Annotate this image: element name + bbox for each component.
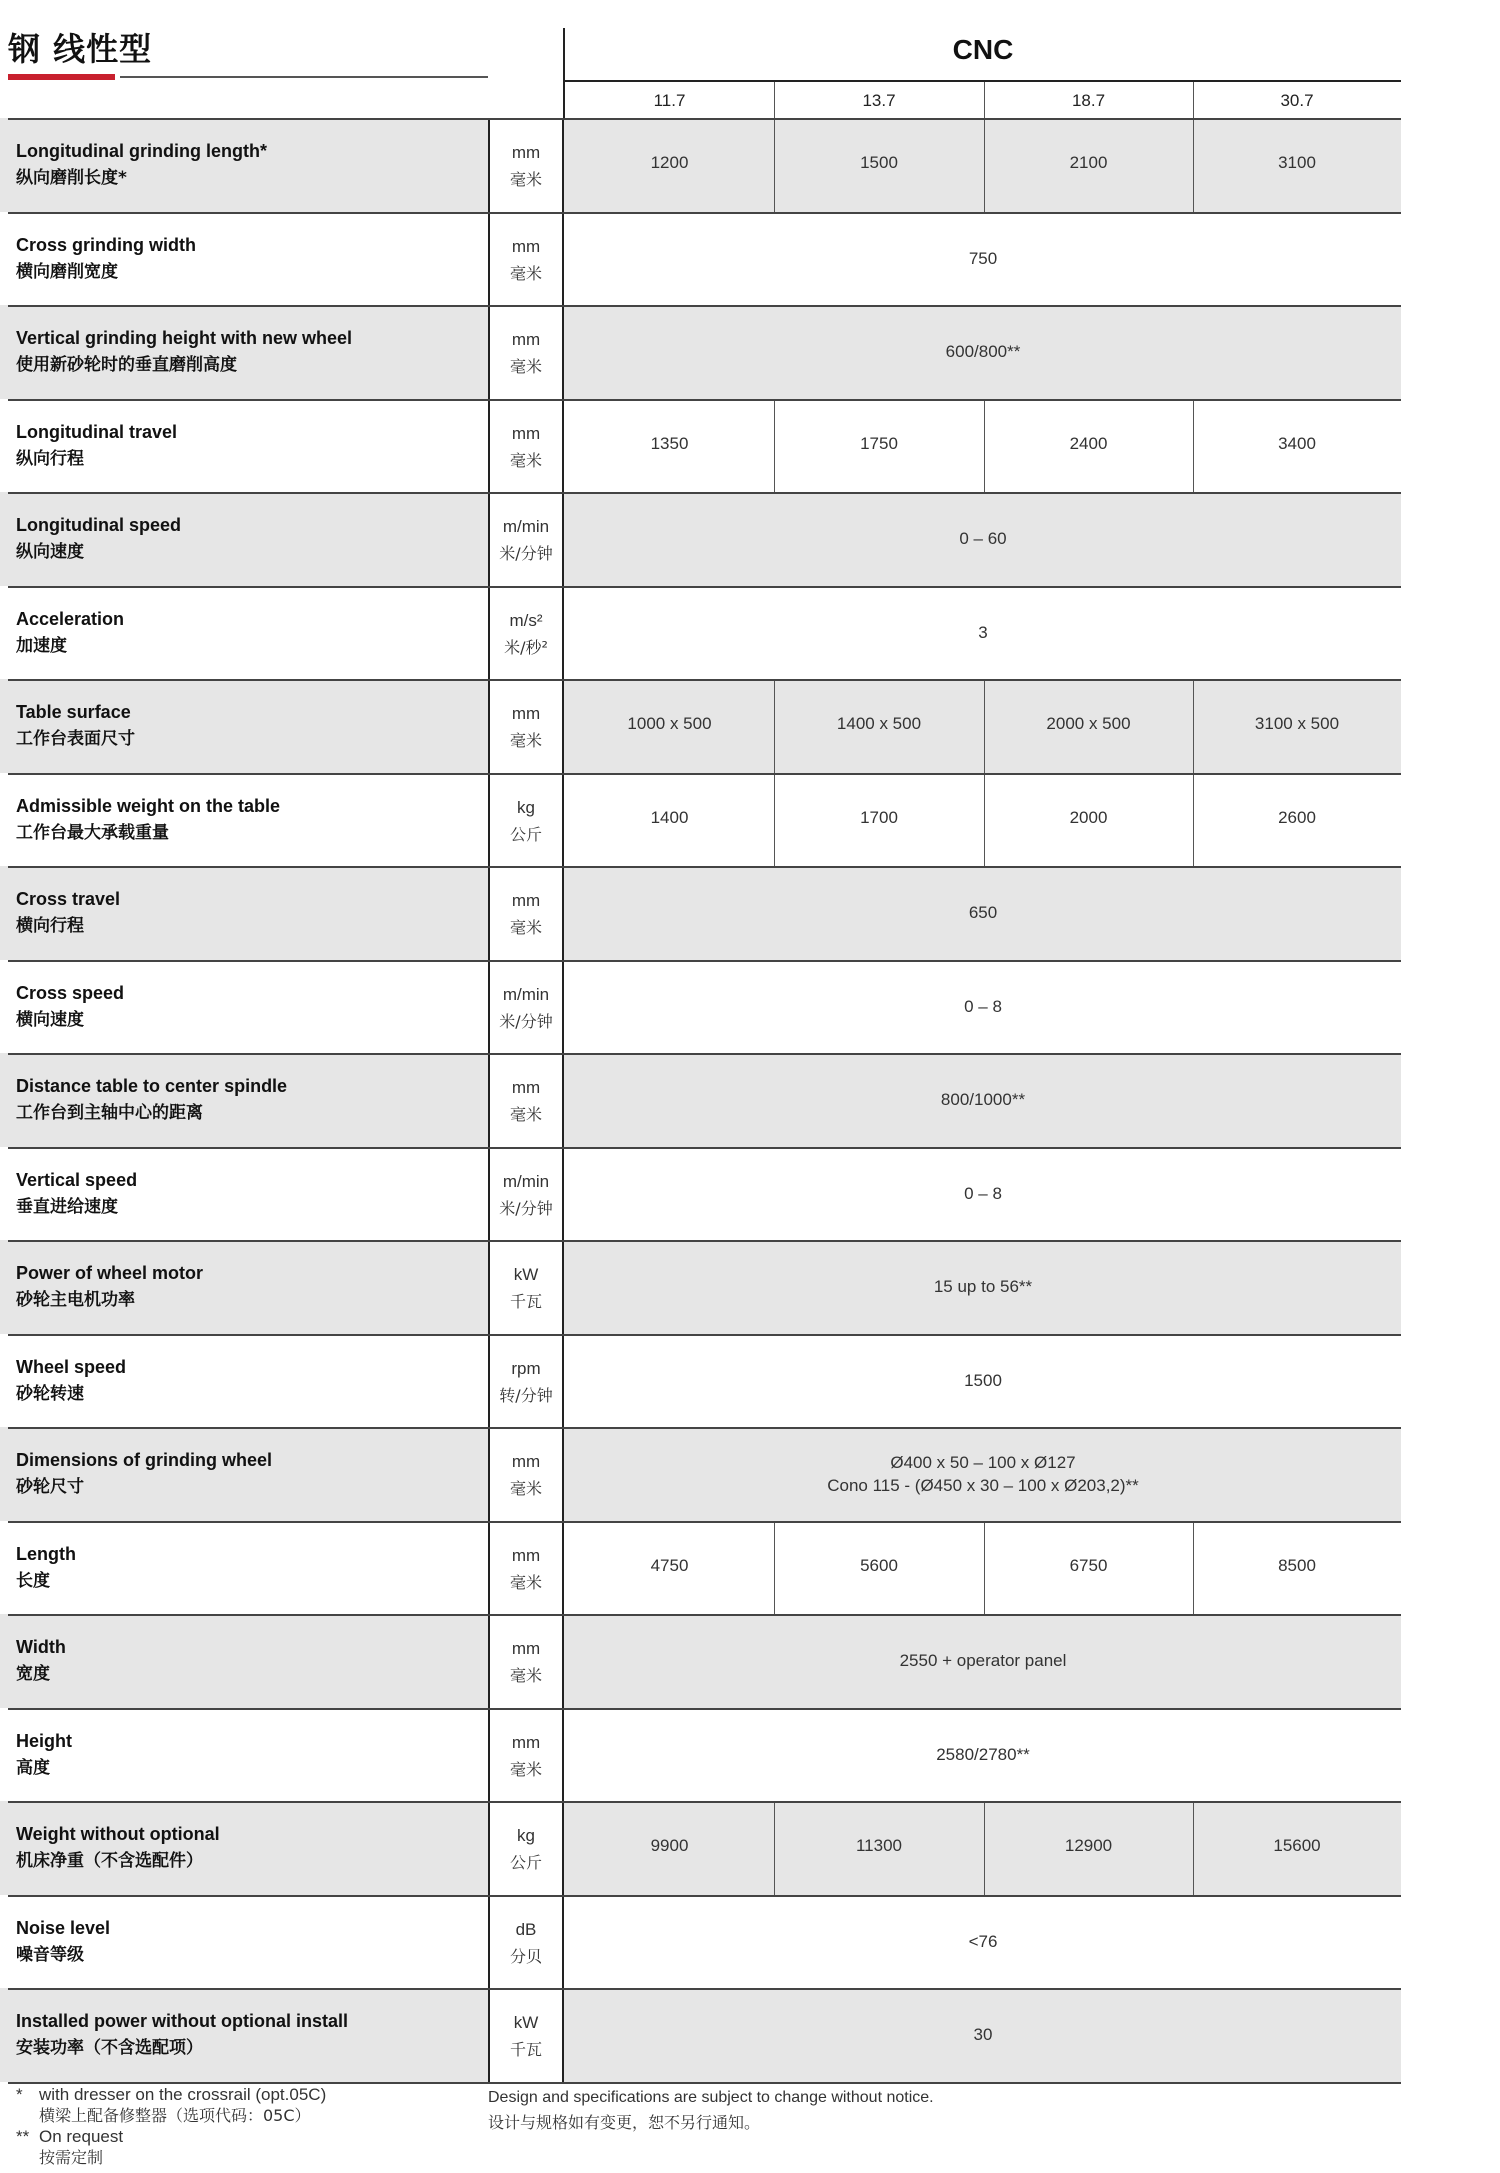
- unit-en: mm: [511, 237, 541, 256]
- table-row: [0, 118, 1401, 212]
- unit-en: dB: [515, 1920, 537, 1939]
- unit-en: mm: [511, 330, 541, 349]
- unit-cell: [488, 775, 564, 866]
- value-text-secondary: Cono 115 - (Ø450 x 30 – 100 x Ø203,2)**: [827, 1476, 1139, 1495]
- value-cell: 8500: [1278, 1556, 1316, 1575]
- value-column-divider: [1193, 775, 1194, 866]
- unit-en: mm: [511, 424, 541, 443]
- disclaimer-cn: 设计与规格如有变更，恕不另行通知。: [488, 2113, 761, 2132]
- unit-cn: 分贝: [509, 1947, 542, 1966]
- value-column-divider: [984, 775, 985, 866]
- value-span: [565, 901, 1401, 924]
- value-cell: 12900: [1064, 1836, 1113, 1855]
- value-column-divider: [774, 1523, 775, 1614]
- row-divider: [8, 492, 1401, 494]
- spec-label: [16, 1260, 203, 1314]
- table-row: [0, 1895, 1401, 1988]
- value-cell: 2100: [1069, 153, 1108, 172]
- spec-label-cn: 噪音等级: [16, 1945, 84, 1965]
- unit-cell: [488, 681, 564, 773]
- table-row: [0, 212, 1401, 305]
- value-column-divider: [984, 401, 985, 492]
- title-block: [8, 18, 488, 88]
- table-row: [0, 1708, 1401, 1801]
- spec-label-cn: 工作台最大承载重量: [16, 823, 169, 843]
- spec-label-en: Cross grinding width: [16, 235, 196, 255]
- footnote-mark: *: [16, 2085, 23, 2104]
- spec-label-cn: 砂轮主电机功率: [16, 1290, 135, 1310]
- model-column-divider: [1193, 82, 1194, 120]
- row-divider: [8, 305, 1401, 307]
- value-text: Ø400 x 50 – 100 x Ø127: [890, 1453, 1076, 1472]
- footnote: [16, 2126, 326, 2168]
- value-text: 2580/2780**: [936, 1745, 1030, 1764]
- spec-label-en: Vertical grinding height with new wheel: [16, 328, 353, 348]
- unit-cn: 毫米: [509, 1105, 542, 1124]
- table-row: [0, 586, 1401, 679]
- unit-en: m/min: [502, 985, 550, 1004]
- model-column-divider: [984, 82, 985, 120]
- value-column-divider: [1193, 681, 1194, 773]
- spec-label-cn: 工作台到主轴中心的距离: [16, 1103, 203, 1123]
- disclaimer-en: Design and specifications are subject to change without notice.: [488, 2089, 934, 2106]
- table-row: [0, 1614, 1401, 1708]
- value-cell: 6750: [1069, 1556, 1108, 1575]
- value-cell: 1200: [650, 153, 689, 172]
- unit-cn: 毫米: [509, 451, 542, 470]
- spec-label-cn: 垂直进给速度: [16, 1197, 118, 1217]
- unit-cn: 毫米: [509, 1479, 542, 1498]
- spec-label-cn: 横向行程: [16, 916, 84, 936]
- unit-cell: [488, 868, 564, 960]
- unit-cn: 千瓦: [509, 2040, 542, 2059]
- unit-en: mm: [511, 1546, 541, 1565]
- value-span: [565, 527, 1401, 550]
- page-title: 钢 线性型: [8, 30, 153, 68]
- value-text: 15 up to 56**: [933, 1277, 1033, 1296]
- model-column-header: 30.7: [1280, 91, 1314, 110]
- footnote-text-en: with dresser on the crossrail (opt.05C): [39, 2085, 327, 2104]
- model-column-header: 18.7: [1071, 91, 1106, 110]
- unit-cell: [488, 1990, 564, 2082]
- table-row: [0, 1427, 1401, 1521]
- value-cell: 2600: [1278, 808, 1316, 827]
- unit-cell: [488, 1523, 564, 1614]
- spec-label-cn: 长度: [16, 1571, 50, 1591]
- unit-cn: 米/秒²: [504, 638, 548, 657]
- value-cell: 1750: [860, 434, 898, 453]
- table-row: [0, 1240, 1401, 1334]
- row-divider: [8, 1147, 1401, 1149]
- value-cell: 1400: [650, 808, 689, 827]
- spec-label-en: Admissible weight on the table: [16, 796, 281, 816]
- unit-cell: [488, 1149, 564, 1240]
- spec-label: [16, 1728, 72, 1782]
- row-divider: [8, 1614, 1401, 1616]
- unit-cn: 米/分钟: [499, 1012, 553, 1031]
- footnote-text-cn: 按需定制: [39, 2148, 104, 2167]
- value-text: 2550 + operator panel: [899, 1651, 1067, 1670]
- value-column-divider: [1193, 1523, 1194, 1614]
- unit-cell: [488, 588, 564, 679]
- value-column-divider: [774, 401, 775, 492]
- spec-label-cn: 工作台表面尺寸: [16, 729, 135, 749]
- spec-label-cn: 横向磨削宽度: [16, 262, 118, 282]
- spec-label-en: Noise level: [16, 1918, 111, 1938]
- value-span: [565, 247, 1401, 270]
- title-accent-bar: [8, 74, 115, 80]
- spec-label: [16, 1541, 76, 1595]
- value-span: [565, 1369, 1401, 1392]
- spec-label: [16, 886, 120, 940]
- value-cell: 2000: [1069, 808, 1108, 827]
- value-span: [565, 340, 1401, 363]
- value-column-divider: [1193, 401, 1194, 492]
- unit-en: mm: [511, 1733, 541, 1752]
- value-text: <76: [968, 1932, 998, 1951]
- spec-label-cn: 砂轮尺寸: [16, 1477, 84, 1497]
- spec-label-en: Cross speed: [16, 983, 125, 1003]
- value-text: 0 – 8: [964, 997, 1002, 1016]
- value-text: 30: [973, 2025, 993, 2044]
- table-row: [0, 960, 1401, 1053]
- table-row: [0, 1334, 1401, 1427]
- spec-label: [16, 232, 196, 286]
- table-row: [0, 679, 1401, 773]
- unit-cn: 毫米: [509, 1573, 542, 1592]
- value-column-divider: [774, 775, 775, 866]
- unit-cell: [488, 1803, 564, 1895]
- series-header: CNC: [952, 34, 1014, 65]
- unit-cell: [488, 1055, 564, 1147]
- value-text: 750: [968, 249, 998, 268]
- unit-en: mm: [511, 704, 541, 723]
- value-cell: 1400 x 500: [836, 714, 922, 733]
- unit-cn: 公斤: [509, 825, 542, 844]
- value-cell: 9900: [650, 1836, 689, 1855]
- row-divider: [8, 212, 1401, 214]
- unit-en: rpm: [511, 1359, 541, 1378]
- value-text: 600/800**: [945, 342, 1021, 361]
- value-span: [565, 1182, 1401, 1205]
- value-column-divider: [1193, 120, 1194, 212]
- value-span: [565, 1451, 1401, 1497]
- unit-cell: [488, 1336, 564, 1427]
- table-row: [0, 1801, 1401, 1895]
- value-column-divider: [984, 681, 985, 773]
- value-column-divider: [1193, 1803, 1194, 1895]
- table-row: [0, 1147, 1401, 1240]
- spec-label-en: Power of wheel motor: [16, 1263, 204, 1283]
- value-text: 800/1000**: [940, 1090, 1026, 1109]
- spec-label-en: Installed power without optional install: [16, 2011, 349, 2031]
- spec-label-en: Height: [16, 1731, 72, 1751]
- value-span: [565, 1649, 1401, 1672]
- value-column-divider: [774, 120, 775, 212]
- unit-cell: [488, 307, 564, 399]
- spec-label: [16, 1167, 137, 1221]
- value-column-divider: [774, 1803, 775, 1895]
- row-divider: [8, 1053, 1401, 1055]
- spec-label-en: Width: [16, 1637, 66, 1657]
- unit-en: m/min: [502, 1172, 550, 1191]
- unit-cell: [488, 1429, 564, 1521]
- spec-label-en: Distance table to center spindle: [16, 1076, 288, 1096]
- unit-en: m/s²: [509, 611, 543, 630]
- unit-en: kg: [517, 798, 535, 817]
- table-row: [0, 866, 1401, 960]
- unit-cn: 毫米: [509, 1760, 542, 1779]
- spec-label: [16, 325, 352, 379]
- spec-label: [16, 1915, 110, 1969]
- spec-label-en: Longitudinal grinding length*: [16, 141, 267, 161]
- spec-label: [16, 793, 280, 847]
- unit-cell: [488, 494, 564, 586]
- unit-en: mm: [511, 1078, 541, 1097]
- value-span: [565, 1743, 1401, 1766]
- value-column-divider: [984, 1523, 985, 1614]
- unit-cell: [488, 214, 564, 305]
- value-cell: 5600: [860, 1556, 898, 1575]
- value-text: 1500: [964, 1371, 1002, 1390]
- footnote-text-en: On request: [39, 2127, 124, 2146]
- spec-label: [16, 1073, 287, 1127]
- unit-cell: [488, 962, 564, 1053]
- row-divider: [8, 1240, 1401, 1242]
- spec-label-cn: 纵向行程: [16, 449, 84, 469]
- spec-label-en: Cross travel: [16, 889, 121, 909]
- unit-cn: 毫米: [509, 731, 542, 750]
- value-column-divider: [774, 681, 775, 773]
- value-text: 0 – 60: [959, 529, 1007, 548]
- value-text: 650: [968, 903, 998, 922]
- table-row: [0, 305, 1401, 399]
- row-divider: [8, 1334, 1401, 1336]
- spec-label-cn: 机床净重（不含选配件）: [16, 1851, 203, 1871]
- value-cell: 1350: [650, 434, 689, 453]
- spec-label: [16, 512, 181, 566]
- spec-label-en: Longitudinal travel: [16, 422, 178, 442]
- value-cell: 3400: [1278, 434, 1316, 453]
- row-divider: [8, 1895, 1401, 1897]
- spec-label-cn: 纵向磨削长度*: [16, 168, 127, 188]
- spec-label-en: Acceleration: [16, 609, 125, 629]
- unit-cn: 毫米: [509, 918, 542, 937]
- spec-label: [16, 419, 177, 473]
- title-rule: [120, 76, 488, 78]
- spec-label-en: Length: [16, 1544, 76, 1564]
- unit-cell: [488, 401, 564, 492]
- value-cell: 1700: [860, 808, 898, 827]
- table-row: [0, 492, 1401, 586]
- value-cell: 1000 x 500: [627, 714, 712, 733]
- value-span: [565, 1088, 1401, 1111]
- spec-label: [16, 1634, 66, 1688]
- spec-label: [16, 980, 124, 1034]
- unit-cn: 米/分钟: [499, 544, 553, 563]
- spec-label-cn: 宽度: [16, 1664, 50, 1684]
- unit-en: kg: [517, 1826, 535, 1845]
- value-span: [565, 1930, 1401, 1953]
- unit-cell: [488, 1242, 564, 1334]
- unit-cell: [488, 120, 564, 212]
- table-row: [0, 773, 1401, 866]
- unit-en: mm: [511, 1452, 541, 1471]
- spec-label: [16, 138, 267, 192]
- footnote-mark: **: [16, 2127, 30, 2146]
- unit-cell: [488, 1897, 564, 1988]
- row-divider: [8, 1708, 1401, 1710]
- spec-label-cn: 安装功率（不含选配项）: [16, 2038, 203, 2058]
- unit-cn: 转/分钟: [499, 1386, 553, 1405]
- spec-label-en: Table surface: [16, 702, 131, 722]
- value-text: 0 – 8: [964, 1184, 1002, 1203]
- unit-en: mm: [511, 143, 541, 162]
- unit-cn: 米/分钟: [499, 1199, 553, 1218]
- value-cell: 2000 x 500: [1046, 714, 1131, 733]
- unit-cn: 毫米: [509, 264, 542, 283]
- value-cell: 15600: [1273, 1836, 1321, 1855]
- row-divider: [8, 960, 1401, 962]
- row-divider: [8, 1988, 1401, 1990]
- table-row: [0, 1521, 1401, 1614]
- model-column-header: 13.7: [862, 91, 896, 110]
- spec-label: [16, 2008, 348, 2062]
- value-span: [565, 995, 1401, 1018]
- unit-cn: 千瓦: [509, 1292, 542, 1311]
- spec-label: [16, 606, 124, 660]
- table-row: [0, 399, 1401, 492]
- unit-en: mm: [511, 891, 541, 910]
- unit-en: kW: [513, 1265, 539, 1284]
- spec-label-en: Dimensions of grinding wheel: [16, 1450, 273, 1470]
- spec-label: [16, 1354, 126, 1408]
- spec-label-cn: 横向速度: [16, 1010, 84, 1030]
- model-column-divider: [774, 82, 775, 120]
- spec-label-en: Wheel speed: [16, 1357, 127, 1377]
- value-cell: 1500: [860, 153, 898, 172]
- spec-label-cn: 加速度: [16, 636, 67, 656]
- footnote-text-cn: 横梁上配备修整器（选项代码：05C）: [39, 2106, 311, 2125]
- unit-cn: 毫米: [509, 357, 542, 376]
- value-cell: 3100: [1278, 153, 1316, 172]
- unit-cn: 毫米: [509, 170, 542, 189]
- spec-label-en: Longitudinal speed: [16, 515, 181, 535]
- value-cell: 4750: [650, 1556, 689, 1575]
- value-column-divider: [984, 1803, 985, 1895]
- spec-label-cn: 高度: [16, 1758, 50, 1778]
- value-cell: 11300: [855, 1836, 902, 1855]
- unit-cell: [488, 1710, 564, 1801]
- row-divider: [8, 866, 1401, 868]
- spec-label: [16, 1821, 220, 1875]
- unit-en: kW: [513, 2013, 539, 2032]
- spec-label-cn: 使用新砂轮时的垂直磨削高度: [16, 355, 237, 375]
- unit-cn: 毫米: [509, 1666, 542, 1685]
- value-cell: 3100 x 500: [1254, 714, 1340, 733]
- unit-cell: [488, 1616, 564, 1708]
- value-cell: 2400: [1069, 434, 1108, 453]
- unit-cn: 公斤: [509, 1853, 542, 1872]
- disclaimer: [488, 2085, 934, 2135]
- spec-label-en: Weight without optional: [16, 1824, 220, 1844]
- value-span: [565, 621, 1401, 644]
- footnote: [16, 2084, 326, 2126]
- value-span: [565, 2023, 1401, 2046]
- value-span: [565, 1275, 1401, 1298]
- row-divider: [8, 1427, 1401, 1429]
- footnotes: [16, 2084, 326, 2168]
- value-column-divider: [984, 120, 985, 212]
- model-column-header: 11.7: [653, 91, 686, 110]
- unit-en: mm: [511, 1639, 541, 1658]
- spec-label-en: Vertical speed: [16, 1170, 138, 1190]
- spec-label-cn: 纵向速度: [16, 542, 84, 562]
- value-text: 3: [978, 623, 988, 642]
- spec-label: [16, 699, 135, 753]
- spec-label: [16, 1447, 272, 1501]
- unit-en: m/min: [502, 517, 550, 536]
- table-row: [0, 1053, 1401, 1147]
- row-divider: [8, 586, 1401, 588]
- table-row: [0, 1988, 1401, 2082]
- spec-label-cn: 砂轮转速: [16, 1384, 84, 1404]
